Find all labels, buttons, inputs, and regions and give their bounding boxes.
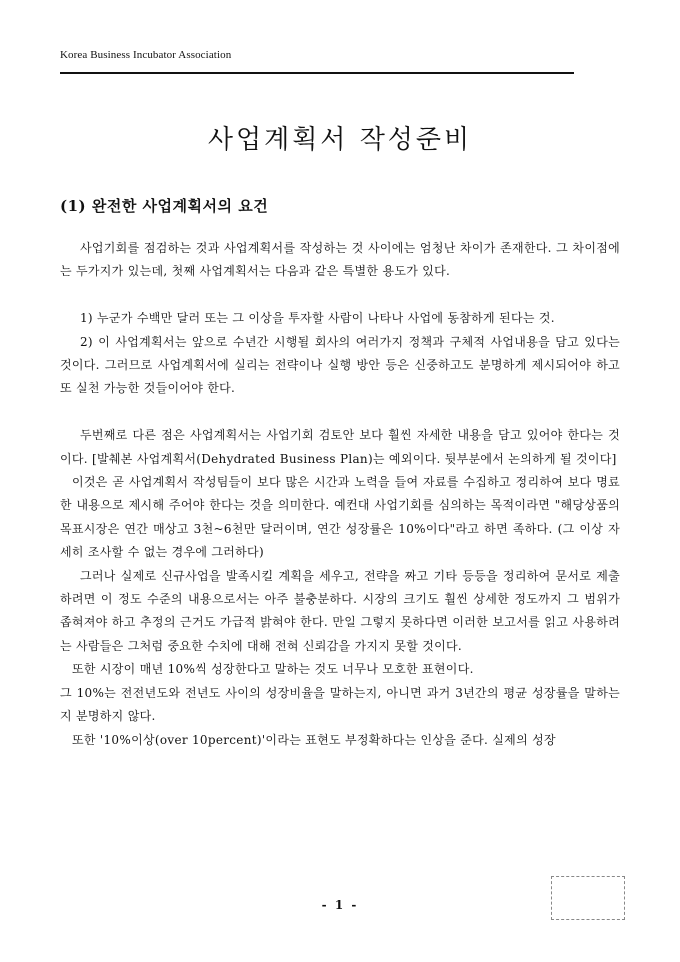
footer-box — [551, 876, 625, 920]
body-text — [60, 237, 620, 752]
paragraph: 그 10%는 전전년도와 전년도 사이의 성장비율을 말하는지, 아니면 과거 3년간의 평균 성장률을 말하는지 분명하지 않다. — [60, 685, 620, 724]
page-title: 사업계획서 작성준비 — [207, 125, 473, 156]
header-divider — [60, 72, 574, 74]
paragraph: 두번째로 다른 점은 사업계획서는 사업기회 검토안 보다 훨씬 자세한 내용을 담고 있어야 한다는 것이다. [발췌본 사업계획서(Dehydrated Business Plan)는 예외이다. 뒷부분에서 논의하게 될 것이다] — [60, 428, 620, 466]
paragraph: 1) 누군가 수백만 달러 또는 그 이상을 투자할 사람이 나타나 사업에 동참하게 된다는 것. — [80, 311, 555, 326]
paragraph: 그러나 실제로 신규사업을 발족시킬 계획을 세우고, 전략을 짜고 기타 등등을 정리하여 문서로 제출하려면 이 정도 수준의 내용으로서는 아주 불충분하다. 시장의 크기도 훨씬 상세한 정도까지 그 범위가 좁혀져야 하고 추정의 근거도 가급적 밝혀야 한다. 만일 그렇지 못하다면 이러한 보고서를 읽고 사용하려는 사람들은 그처럼 중요한 수치에 대해 전혀 신뢰감을 가지지 못할 것이다. — [60, 568, 620, 653]
paragraph: 또한 '10%이상(over 10percent)'이라는 표현도 부정확하다는 인상을 준다. 실제의 성장 — [72, 732, 556, 747]
page-number: - 1 - — [321, 898, 359, 912]
paragraph: 2) 이 사업계획서는 앞으로 수년간 시행될 회사의 여러가지 정책과 구체적 사업내용을 담고 있다는 것이다. 그러므로 사업계획서에 실리는 전략이나 실행 방안 등은 신중하고도 분명하게 제시되어야 하고 또 실천 가능한 것들이어야 한다. — [60, 334, 620, 396]
paragraph: 사업기회를 점검하는 것과 사업계획서를 작성하는 것 사이에는 엄청난 차이가 존재한다. 그 차이점에는 두가지가 있는데, 첫째 사업계획서는 다음과 같은 특별한 용도가 있다. — [60, 241, 620, 279]
section-heading: (1) 완전한 사업계획서의 요건 — [60, 197, 269, 215]
paragraph: 또한 시장이 매년 10%씩 성장한다고 말하는 것도 너무나 모호한 표현이다. — [72, 662, 474, 677]
header-org: Korea Business Incubator Association — [60, 49, 232, 61]
paragraph: 이것은 곧 사업계획서 작성팀들이 보다 많은 시간과 노력을 들여 자료를 수집하고 정리하여 보다 명료한 내용으로 제시해 주어야 한다는 것을 의미한다. 예컨대 사업기회를 심의하는 목적이라면 "해당상품의 목표시장은 연간 매상고 3천~6천만 달러이며, 연간 성장률은 10%이다"라고 하면 족하다. (그 이상 자세히 조사할 수 없는 경우에 그러하다) — [60, 475, 620, 560]
